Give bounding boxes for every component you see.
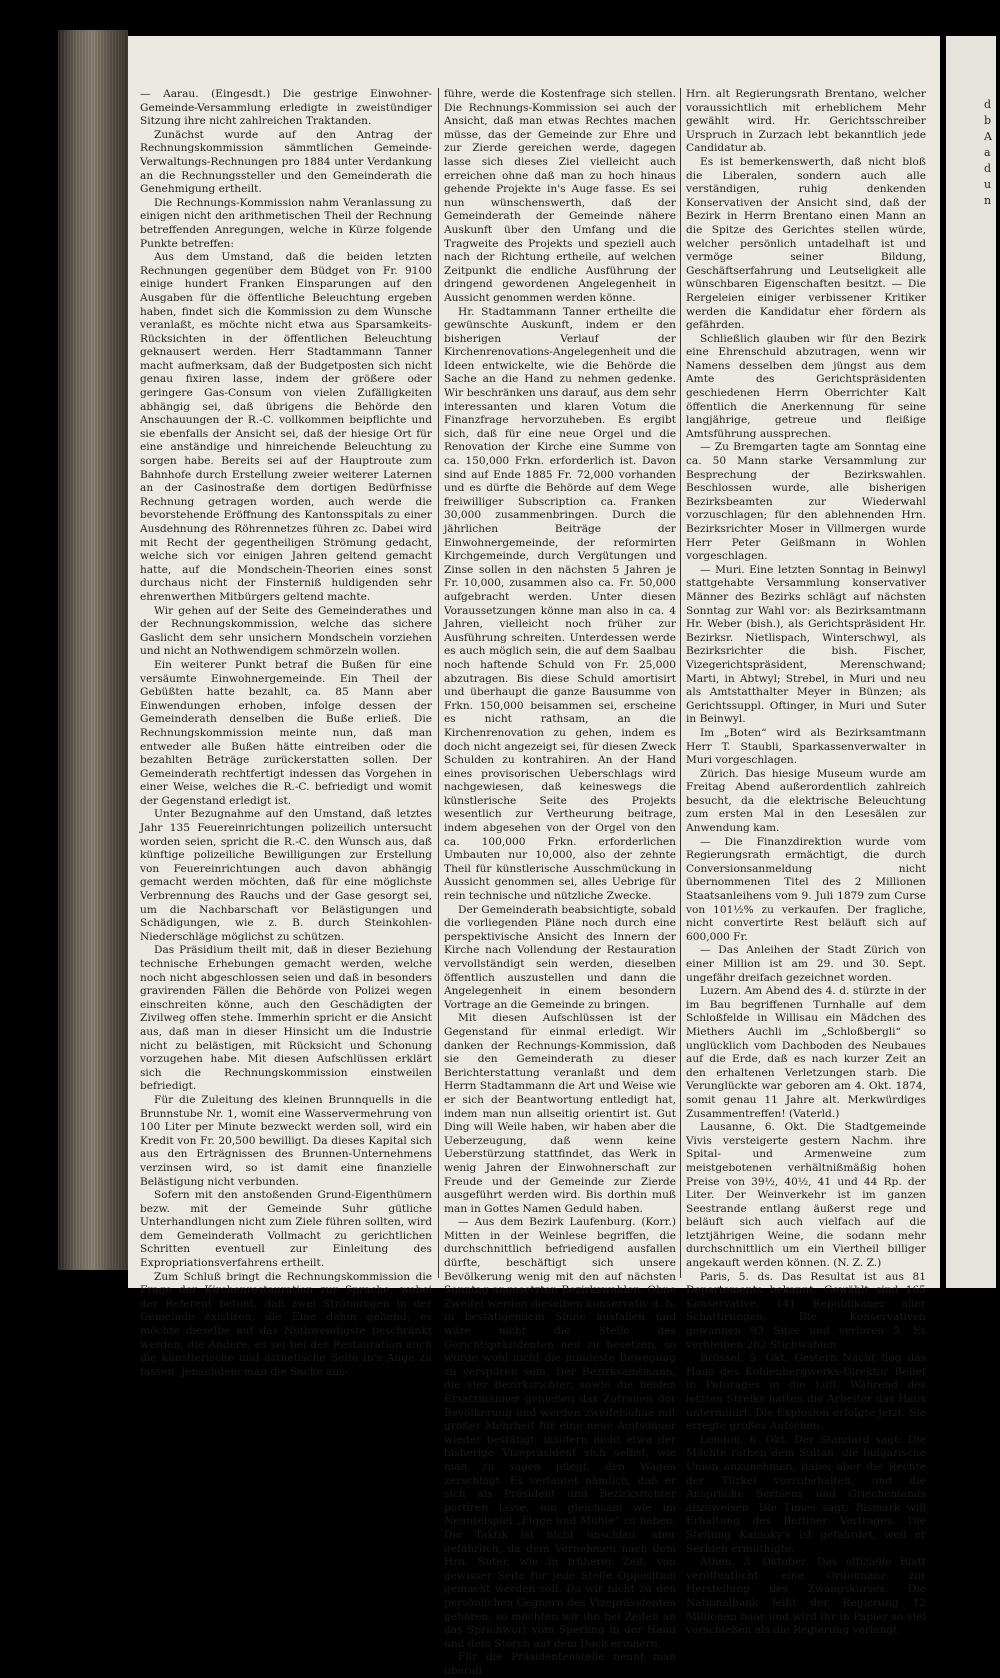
article-paragraph: Schließlich glauben wir für den Bezirk eine Ehrenschuld abzutragen, wenn wir Namens desselben dem jüngst aus dem Amte des Gerichtspräsidenten geschiedenen Herrn Oberrichter Kalt öffentlich die Anerkennung für seine langjährige, getreue und fleißige Amtsführung aussprechen. (686, 332, 926, 440)
article-paragraph: Mit diesen Aufschlüssen ist der Gegenstand für einmal erledigt. Wir danken der Rechnungs-Kommission, daß sie den Gemeinderath zu dieser Berichterstattung veranlaßt und dem Herrn Stadtammann die Art und Weise wie er sich der Beantwortung entledigt hat, indem man nun allseitig orientirt ist. Gut Ding will Weile haben, wir haben aber die Ueberzeugung, daß wenn keine Ueberstürzung stattfindet, das Werk in wenig Jahren der Einwohnerschaft zur Freude und der Gemeinde zur Zierde ausgeführt werden wird. Bis dorthin muß man in Gottes Namen Geduld haben. (444, 1012, 676, 1215)
article-paragraph: — Aarau. (Eingesdt.) Die gestrige Einwohner-Gemeinde-Versammlung erledigte in zweistündiger Sitzung ihre nicht zahlreichen Traktanden. (140, 88, 432, 128)
article-paragraph: Ein weiterer Punkt betraf die Bußen für eine versäumte Einwohnergemeinde. Ein Theil der Gebüßten hatte bezahlt, ca. 85 Mann aber Einwendungen erhoben, infolge dessen der Gemeinderath denselben die Buße erließ. Die Rechnungskommission meinte nun, daß man entweder alle Bußen hätte eintreiben oder die bezahlten Beträge zurückerstatten sollen. Der Gemeinderath rechtfertigt indessen das Vorgehen in einer Weise, welches die R.-C. befriedigt und womit der Gegenstand erledigt ist. (140, 658, 432, 807)
column-middle (444, 88, 676, 1677)
article-paragraph: Für die Zuleitung des kleinen Brunnquells in die Brunnstube Nr. 1, womit eine Wasservermehrung von 100 Liter per Minute bezweckt werden soll, wird ein Kredit von Fr. 20,500 bewilligt. Da dieses Kapital sich aus den Erträgnissen des Brunnen-Unternehmens verzinsen wird, so ist damit eine finanzielle Belästigung nicht verbunden. (140, 1093, 432, 1188)
adjacent-page-letter: u (984, 178, 992, 191)
article-paragraph: Lausanne, 6. Okt. Die Stadtgemeinde Vivis versteigerte gestern Nachm. ihre Spital- und Armenweine zum meistgebotenen verhältnißmäßig hohen Preise von 39½, 40½, 41 und 44 Rp. der Liter. Der Weinverkehr ist im ganzen Seestrande entlang äußerst rege und beläuft sich auch vielfach auf die letztjährigen Weine, die sodann mehr durchschnittlich um ein Viertheil billiger angekauft werden können. (N. Z. Z.) (686, 1121, 926, 1270)
adjacent-page-letter: b (984, 114, 992, 127)
article-paragraph: Luzern. Am Abend des 4. d. stürzte in der im Bau begriffenen Turnhalle auf dem Schloßfelde in Willisau ein Mädchen des Miethers Auchli im „Schloßbergli“ so unglücklich vom Dachboden des Neubaues auf die Erde, daß es nach kurzer Zeit an den erhaltenen Verletzungen starb. Die Verunglückte war geboren am 4. Okt. 1874, somit genau 11 Jahre alt. Merkwürdiges Zusammentreffen! (Vaterld.) (686, 985, 926, 1120)
column-right (686, 88, 926, 1637)
article-paragraph: Wir gehen auf der Seite des Gemeinderathes und der Rechnungskommission, welche das sichere Gaslicht dem sehr unsichern Mondschein vorziehen und nicht an Nothwendigem schmörzeln wollen. (140, 604, 432, 658)
column-rule (438, 88, 439, 1278)
article-paragraph: Aus dem Umstand, daß die beiden letzten Rechnungen gegenüber dem Büdget von Fr. 9100 einige hundert Franken Einsparungen auf den Ausgaben für die öffentliche Beleuchtung ergeben haben, findet sich die Kommission zu dem Wunsche veranlaßt, es möchte nicht etwa aus Sparsamkeits-Rücksichten in der öffentlichen Beleuchtung geknausert werden. Herr Stadtammann Tanner macht aufmerksam, daß der Budgetposten sich nicht genau fixiren lasse, indem der größere oder geringere Gas-Consum von vielen Zufälligkeiten abhängig sei, daß übrigens die Behörde den Anschauungen der R.-C. vollkommen beipflichte und sie ebenfalls der Ansicht sei, daß der hiesige Ort für eine anständige und hinreichende Beleuchtung zu sorgen habe. Bereits sei auf der Hauptroute zum Bahnhofe durch Erstellung zweier weiterer Laternen an der Casinostraße dem dortigen Bedürfnisse Rechnung getragen worden, auch werde die bevorstehende Eröffnung des Kantonsspitals zu einer Ausdehnung des Röhrennetzes führen zc. Dabei wird mit Recht der gegentheiligen Strömung gedacht, welche sich vor einigen Jahren geltend gemacht hatte, auf die Mondschein-Theorien eines sonst durchaus nicht der Finsterniß huldigenden sehr ehrenwerthen Mitbürgers geltend machte. (140, 251, 432, 603)
article-paragraph: — Zu Bremgarten tagte am Sonntag eine ca. 50 Mann starke Versammlung zur Besprechung der Bezirkswahlen. Beschlossen wurde, alle bisherigen Bezirksbeamten zur Wiederwahl vorzuschlagen; für den ablehnenden Hrn. Bezirksrichter Moser in Villmergen wurde Herr Peter Geißmann in Wohlen vorgeschlagen. (686, 441, 926, 563)
article-paragraph: führe, werde die Kostenfrage sich stellen. Die Rechnungs-Kommission sei auch der Ansicht, daß man etwas Rechtes machen müsse, das der Gemeinde zur Ehre und zur Zierde gereichen werde, dagegen lasse sich dieses Ziel vielleicht auch erreichen ohne daß man zu hoch hinaus gehende Projekte in's Auge fasse. Es sei nun wünschenswerth, daß der Gemeinderath der Gemeinde nähere Auskunft über den Umfang und die Tragweite des Projekts und speziell auch nach der Richtung ertheile, auf welchen Zeitpunkt die endliche Ausführung der dringend gewordenen Angelegenheit in Aussicht genommen werden könne. (444, 88, 676, 304)
article-paragraph: Brüssel, 5. Okt. Gestern Nacht flog das Haus des Kohlenbergwerks-Direktor Bellet in Paturages in die Luft. Während des letzten Streiks hatten die Arbeiter das Haus unterminirt. Die Explosion erfolgte jetzt. Sie erregte großes Aufsehen. (686, 1352, 926, 1433)
column-left (140, 88, 432, 1378)
article-paragraph: Hrn. alt Regierungsrath Brentano, welcher voraussichtlich mit erheblichem Mehr gewählt wird. Hr. Gerichtsschreiber Urspruch in Zurzach lebt bekanntlich jede Candidatur ab. (686, 88, 926, 155)
article-paragraph: Hr. Stadtammann Tanner ertheilte die gewünschte Auskunft, indem er den bisherigen Verlauf der Kirchenrenovations-Angelegenheit und die Ideen entwickelte, wie die Behörde die Sache an die Hand zu nehmen gedenke. Wir beschränken uns darauf, aus dem sehr interessanten und klaren Votum die Finanzfrage hervorzuheben. Es ergibt sich, daß für eine neue Orgel und die Renovation der Kirche eine Summe von ca. 150,000 Frkn. erforderlich ist. Davon sind auf Ende 1885 Fr. 72,000 vorhanden und es dürfte die Behörde auf dem Wege freiwilliger Subscription ca. Franken 30,000 zusammenbringen. Durch die jährlichen Beiträge der Einwohnergemeinde, der reformirten Kirchgemeinde, durch Vergütungen und Zinse sollen in den nächsten 5 Jahren je Fr. 10,000, zusammen also ca. Fr. 50,000 aufgebracht werden. Unter diesen Voraussetzungen könne man also in ca. 4 Jahren, vielleicht noch früher zur Ausführung schreiten. Unterdessen werde es auch möglich sein, die auf dem Saalbau noch haftende Schuld von Fr. 25,000 abzutragen. Bis diese Schuld amortisirt und überhaupt die ganze Bausumme von Frkn. 150,000 beisammen sei, erscheine es nicht rathsam, an die Kirchenrenovation zu gehen, indem es doch nicht angezeigt sei, für diesen Zweck Schulden zu kontrahiren. An der Hand eines provisorischen Ueberschlags wird nachgewiesen, daß keineswegs die künstlerische Seite des Projekts wesentlich zur Vertheurung beitrage, indem abgesehen von der Orgel von den ca. 100,000 Frkn. erforderlichen Umbauten nur 10,000, also der zehnte Theil für künstlerische Ausschmückung in Aussicht genommen sei, alles Uebrige für rein technische und nützliche Zwecke. (444, 305, 676, 903)
adjacent-page-letter: d (984, 98, 992, 111)
article-paragraph: Das Präsidium theilt mit, daß in dieser Beziehung technische Erhebungen gemacht werden, welche noch nicht abgeschlossen seien und daß in besonders gravirenden Fällen die Behörde von Polizei wegen einschreiten könne, auch den Geschädigten der Zivilweg offen stehe. Immerhin spricht er die Ansicht aus, daß man in dieser Hinsicht um die Industrie nicht zu belästigen, mit Rücksicht und Schonung vorzugehen habe. Mit diesen Aufschlüssen erklärt sich die Rechnungskommission einstweilen befriedigt. (140, 944, 432, 1093)
article-paragraph: — Das Anleihen der Stadt Zürich von einer Million ist am 29. und 30. Sept. ungefähr dreifach gezeichnet worden. (686, 944, 926, 984)
column-rule (680, 88, 681, 1278)
article-paragraph: Im „Boten“ wird als Bezirksamtmann Herr T. Staubli, Sparkassenverwalter in Muri vorgeschlagen. (686, 726, 926, 767)
article-paragraph: — Aus dem Bezirk Laufenburg. (Korr.) Mitten in der Weinlese begriffen, die durchschnittlich befriedigend ausfallen dürfte, beschäftigt sich unsere Bevölkerung wenig mit den auf nächsten Sonntag angesetzten Bezirkswahlen. Ohne Zweifel werden dieselben konservativ d. h. in bestätigendem Sinne ausfallen und wäre nicht die Stelle des Gerichtspräsidenten neu zu besetzen, so würde wohl nicht die mindeste Bewegung zu verspüren sein. Der Bezirksamtmann, die vier Bezirksrichter, sowie die beiden Ersatzmänner genießen das Zutrauen der Bevölkerung und werden zweifelsohne mit großer Mehrheit für eine neue Amtsdauer wieder bestätigt, insofern nicht etwa der bisherige Vizepräsident sich selbst, wie man zu sagen pflegt, den Wagen zerschlägt. Es verlautet nämlich, daß er sich als Präsident und Bezirksrichter portiren lasse, um gleichsam wie im Neuntelspiel „Figge und Mühle“ zu haben. Die Taktik ist nicht unschlau, aber gefährlich, da dem Vernehmen nach dem Hrn. Suter, wie in früherer Zeit, von gewisser Seite für jede Stelle Opposition gemacht werden soll. Da wir nicht zu den persönlichen Gegnern des Vizepräsidenten gehören, so möchten wir ihn bei Zeiten an das Sprichwort vom Sperling in der Hand und dem Storch auf dem Dach erinnern. (444, 1216, 676, 1650)
article-paragraph: Es ist bemerkenswerth, daß nicht bloß die Liberalen, sondern auch alle verständigen, ruhig denkenden Konservativen der Ansicht sind, daß der Bezirk in Herrn Brentano einen Mann an die Spitze des Gerichtes stellen würde, welcher persönlich untadelhaft ist und vermöge seiner Bildung, Geschäftserfahrung und Leutseligkeit alle wünschbaren Eigenschaften besitzt. — Die Rergeleien einiger verbissener Kritiker werden die Kandidatur eher fördern als gefährden. (686, 155, 926, 332)
adjacent-page-letter: A (984, 130, 992, 143)
article-paragraph: Die Rechnungs-Kommission nahm Veranlassung zu einigen nicht den arithmetischen Theil der Rechnung betreffenden Anregungen, welche in Kürze folgende Punkte betreffen: (140, 196, 432, 250)
adjacent-page-edge (946, 36, 996, 1288)
article-paragraph: Athen, 3. Oktober. Das offizielle Blatt veröffentlicht eine Ordonnanz zur Herstellung des Zwangskurses. Die Nationalbank leiht der Regierung 12 Millionen baar und wird ihr in Papier so viel vorschießen als die Regierung verlangt. (686, 1556, 926, 1637)
article-paragraph: — Muri. Eine letzten Sonntag in Beinwyl stattgehabte Versammlung konservativer Männer des Bezirks schlägt auf nächsten Sonntag zur Wahl vor: als Bezirksamtmann Hr. Weber (bish.), als Gerichtspräsident Hr. Bezirksr. Nietlispach, Winterschwyl, als Bezirksrichter die bish. Fischer, Vizegerichtspräsident, Merenschwand; Marti, in Abtwyl; Strebel, in Muri und neu als Amtstatthalter Meyer in Bünzen; als Gerichtssuppl. Oftinger, in Muri und Suter in Beinwyl. (686, 563, 926, 726)
article-paragraph: Der Gemeinderath beabsichtigte, sobald die vorliegenden Pläne noch durch eine perspektivische Ansicht des Innern der Kirche nach Vollendung der Restauration vervollständigt sein werden, dieselben öffentlich auszustellen und dann die Angelegenheit in einem besondern Vortrage an die Gemeinde zu bringen. (444, 903, 676, 1011)
newspaper-page (128, 36, 940, 1677)
article-paragraph: Unter Bezugnahme auf den Umstand, daß letztes Jahr 135 Feuereinrichtungen polizeilich untersucht worden seien, spricht die R.-C. den Wunsch aus, daß künftige polizeiliche Bewilligungen zur Erstellung von Feuereinrichtungen auch davon abhängig gemacht werden möchten, daß für eine möglichste Verbrennung des Rauchs und der Gase gesorgt sei, um die Nachbarschaft vor Belästigungen und Schädigungen, wie z. B. durch Steinkohlen-Niederschläge möglichst zu schützen. (140, 808, 432, 943)
article-paragraph: — Die Finanzdirektion wurde vom Regierungsrath ermächtigt, die durch Conversionsanmeldung nicht übernommenen Titel des 2 Millionen Staatsanleihens vom 9. Juli 1879 zum Curse von 101½% zu verkaufen. Der fragliche, nicht convertirte Rest beläuft sich auf 600,000 Fr. (686, 835, 926, 943)
adjacent-page-letter: a (984, 146, 991, 159)
article-paragraph: Zum Schluß bringt die Rechnungskommission die Frage der Kirchenrestauration zur Sprache, wobei der Referent betont, daß zwei Strömungen in der Gemeinde existiren, die Eine dahin gehend, es möchte dieselbe auf das Nothwendigste beschränkt werden, die Andere, es sei bei der Restauration auch die künstlerische und ästhetische Seite in's Auge zu fassen. Jenachdem man die Sache aus- (140, 1270, 432, 1378)
article-paragraph: Zürich. Das hiesige Museum wurde am Freitag Abend außerordentlich zahlreich besucht, da die elektrische Beleuchtung zum ersten Mal in den Lesesälen zur Anwendung kam. (686, 767, 926, 835)
article-paragraph: Sofern mit den anstoßenden Grund-Eigenthümern bezw. mit der Gemeinde Suhr gütliche Unterhandlungen nicht zum Ziele führen sollten, wird dem Gemeinderath Vollmacht zu gerichtlichen Schritten eventuell zur Einleitung des Expropriationsverfahrens ertheilt. (140, 1189, 432, 1270)
adjacent-page-letter: d (984, 162, 992, 175)
book-binding (58, 30, 128, 1270)
article-paragraph: Paris, 5. ds. Das Resultat ist aus 81 Departements bekannt. Gewählt sind 165 Konservative, 141 Republikaner aller Schattirungen. Die Konservativen gewannen 93 Sitze und verloren 5. Es verbleiben 202 Stichwahlen. (686, 1270, 926, 1351)
article-paragraph: Zunächst wurde auf den Antrag der Rechnungskommission sämmtlichen Gemeinde-Verwaltungs-Rechnungen pro 1884 unter Verdankung an die Rechnungssteller und den Gemeinderath die Genehmigung ertheilt. (140, 128, 432, 196)
adjacent-page-letter: n (984, 194, 992, 207)
article-paragraph: Für die Präsidentenstelle nennt man überall (444, 1651, 676, 1677)
article-paragraph: London, 6. Okt. Der Standard sagt: Die Mächte rathen dem Sultan, die bulgarische Union anzunehmen, dabei aber die Rechte der Türkei vorzubehalten, und die Ansprüche Serbiens und Griechenlands abzuweisen. Die Times sagt: Bismark will Erhaltung des Berliner Vertrages. Die Stellung Kalnoky's ist gefährdet, weil er Serbien ermuthigte. (686, 1433, 926, 1555)
